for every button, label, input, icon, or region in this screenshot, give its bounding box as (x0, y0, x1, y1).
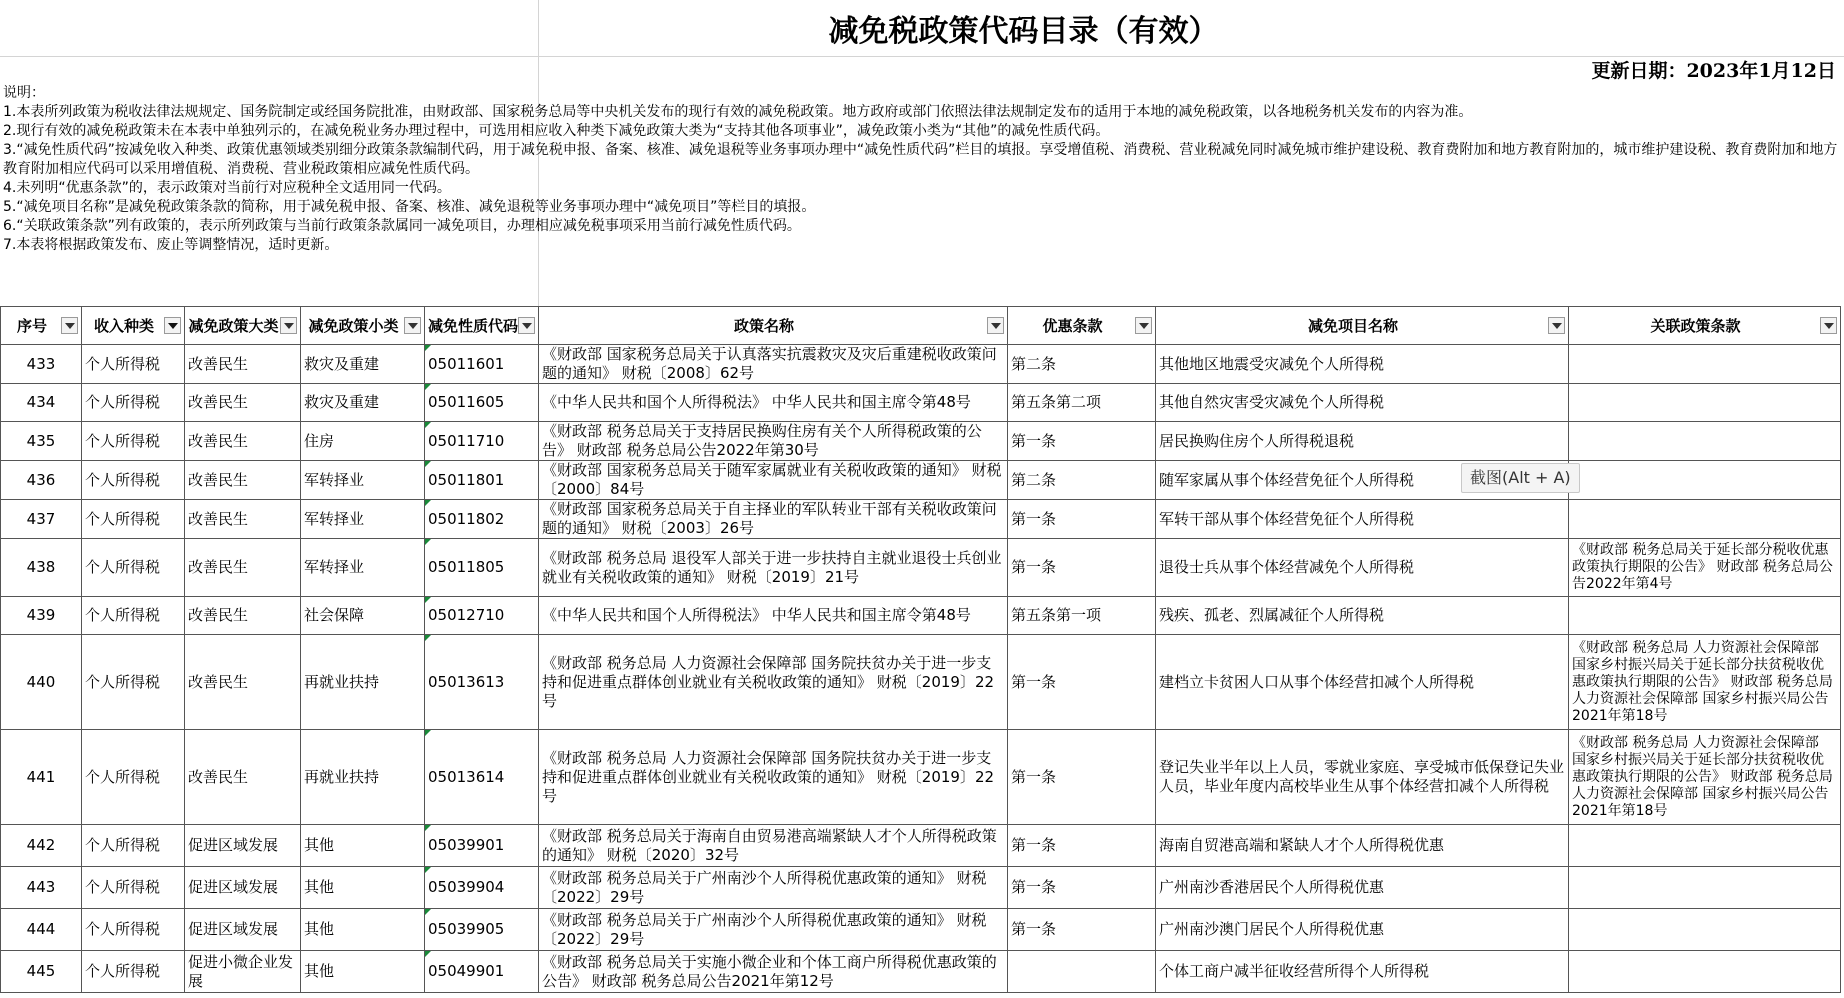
col-header-policy: 政策名称 (539, 307, 1008, 345)
cell-no[interactable]: 442 (1, 825, 82, 867)
cell-related[interactable] (1569, 422, 1841, 461)
cell-related[interactable] (1569, 500, 1841, 539)
cell-related[interactable]: 《财政部 税务总局 人力资源社会保障部 国家乡村振兴局关于延长部分扶贫税收优惠政策执行期限的公告》 财政部 税务总局 人力资源社会保障部 国家乡村振兴局公告2021年第18号 (1569, 635, 1841, 730)
cell-clause[interactable]: 第一条 (1008, 635, 1156, 730)
notes-line: 3.“减免性质代码”按减免收入种类、政策优惠领域类别细分政策条款编制代码，用于减免税申报、备案、核准、减免退税等业务事项办理中“减免性质代码”栏目的填报。享受增值税、消费税、营业税减免同时减免城市维护建设税、教育费附加和地方教育附加的，城市维护建设税、教育费附加和地方教育附加相应代码可以采用增值税、消费税、营业税政策相应减免性质代码。 (3, 142, 1838, 177)
cell-item[interactable]: 其他自然灾害受灾减免个人所得税 (1156, 384, 1569, 422)
cell-clause[interactable]: 第五条第一项 (1008, 597, 1156, 635)
cell-major[interactable]: 改善民生 (185, 635, 301, 730)
cell-minor[interactable]: 再就业扶持 (301, 635, 425, 730)
cell-policy[interactable]: 《财政部 国家税务总局关于认真落实抗震救灾及灾后重建税收政策问题的通知》 财税〔2008〕62号 (539, 345, 1008, 384)
cell-code[interactable]: 05039904 (425, 867, 539, 909)
cell-item[interactable]: 其他地区地震受灾减免个人所得税 (1156, 345, 1569, 384)
cell-related[interactable] (1569, 867, 1841, 909)
filter-active-icon[interactable] (164, 317, 181, 334)
cell-major[interactable]: 促进区域发展 (185, 825, 301, 867)
cell-major[interactable]: 改善民生 (185, 597, 301, 635)
cell-item[interactable]: 广州南沙香港居民个人所得税优惠 (1156, 867, 1569, 909)
cell-policy[interactable]: 《财政部 税务总局 人力资源社会保障部 国务院扶贫办关于进一步支持和促进重点群体创业就业有关税收政策的通知》 财税〔2019〕22号 (539, 730, 1008, 825)
notes-line: 1.本表所列政策为税收法律法规规定、国务院制定或经国务院批准，由财政部、国家税务总局等中央机关发布的现行有效的减免税政策。地方政府或部门依照法律法规制定发布的适用于本地的减免税政策，以各地税务机关发布的内容为准。 (3, 104, 1473, 120)
cell-code[interactable]: 05013614 (425, 730, 539, 825)
cell-item[interactable]: 个体工商户减半征收经营所得个人所得税 (1156, 951, 1569, 993)
cell-policy[interactable]: 《中华人民共和国个人所得税法》 中华人民共和国主席令第48号 (539, 597, 1008, 635)
cell-code[interactable]: 05049901 (425, 951, 539, 993)
screenshot-tooltip: 截图(Alt + A) (1461, 463, 1580, 493)
col-header-no: 序号 (1, 307, 82, 345)
cell-major[interactable]: 改善民生 (185, 500, 301, 539)
cell-clause[interactable]: 第五条第二项 (1008, 384, 1156, 422)
cell-item[interactable]: 广州南沙澳门居民个人所得税优惠 (1156, 909, 1569, 951)
cell-no[interactable]: 437 (1, 500, 82, 539)
cell-minor[interactable]: 其他 (301, 825, 425, 867)
cell-item[interactable]: 退役士兵从事个体经营减免个人所得税 (1156, 539, 1569, 597)
cell-item[interactable]: 随军家属从事个体经营免征个人所得税 (1156, 461, 1569, 500)
cell-related[interactable] (1569, 345, 1841, 384)
cell-code[interactable]: 05039905 (425, 909, 539, 951)
cell-type[interactable]: 个人所得税 (82, 539, 185, 597)
col-header-item: 减免项目名称 (1156, 307, 1569, 345)
cell-no[interactable]: 434 (1, 384, 82, 422)
cell-type[interactable]: 个人所得税 (82, 461, 185, 500)
cell-related[interactable] (1569, 909, 1841, 951)
cell-no[interactable]: 439 (1, 597, 82, 635)
cell-no[interactable]: 436 (1, 461, 82, 500)
table-row (1, 909, 1841, 951)
table-row (1, 867, 1841, 909)
col-header-clause: 优惠条款 (1008, 307, 1156, 345)
table-row (1, 825, 1841, 867)
cell-no[interactable]: 433 (1, 345, 82, 384)
table-row (1, 951, 1841, 993)
cell-type[interactable]: 个人所得税 (82, 867, 185, 909)
cell-policy[interactable]: 《财政部 税务总局关于实施小微企业和个体工商户所得税优惠政策的公告》 财政部 税务总局公告2021年第12号 (539, 951, 1008, 993)
notes-line: 7.本表将根据政策发布、废止等调整情况，适时更新。 (3, 237, 339, 253)
cell-code[interactable]: 05011801 (425, 461, 539, 500)
cell-type[interactable]: 个人所得税 (82, 730, 185, 825)
cell-minor[interactable]: 住房 (301, 422, 425, 461)
table-row (1, 422, 1841, 461)
cell-code[interactable]: 05039901 (425, 825, 539, 867)
col-header-major: 减免政策大类 (185, 307, 301, 345)
cell-minor[interactable]: 再就业扶持 (301, 730, 425, 825)
cell-clause[interactable] (1008, 951, 1156, 993)
filter-dropdown-icon[interactable] (404, 317, 421, 334)
cell-type[interactable]: 个人所得税 (82, 597, 185, 635)
cell-major[interactable]: 改善民生 (185, 730, 301, 825)
cell-policy[interactable]: 《财政部 国家税务总局关于自主择业的军队转业干部有关税收政策问题的通知》 财税〔2003〕26号 (539, 500, 1008, 539)
cell-no[interactable]: 443 (1, 867, 82, 909)
cell-no[interactable]: 441 (1, 730, 82, 825)
cell-policy[interactable]: 《财政部 税务总局 人力资源社会保障部 国务院扶贫办关于进一步支持和促进重点群体创业就业有关税收政策的通知》 财税〔2019〕22号 (539, 635, 1008, 730)
cell-major[interactable]: 促进小微企业发展 (185, 951, 301, 993)
filter-dropdown-icon[interactable] (987, 317, 1004, 334)
cell-code[interactable]: 05011805 (425, 539, 539, 597)
cell-major[interactable]: 促进区域发展 (185, 909, 301, 951)
cell-clause[interactable]: 第一条 (1008, 539, 1156, 597)
cell-policy[interactable]: 《财政部 国家税务总局关于随军家属就业有关税收政策的通知》 财税〔2000〕84号 (539, 461, 1008, 500)
cell-code[interactable]: 05012710 (425, 597, 539, 635)
filter-dropdown-icon[interactable] (518, 317, 535, 334)
cell-major[interactable]: 促进区域发展 (185, 867, 301, 909)
cell-minor[interactable]: 其他 (301, 951, 425, 993)
col-header-related: 关联政策条款 (1569, 307, 1841, 345)
cell-policy[interactable]: 《财政部 税务总局关于广州南沙个人所得税优惠政策的通知》 财税〔2022〕29号 (539, 909, 1008, 951)
cell-type[interactable]: 个人所得税 (82, 825, 185, 867)
cell-clause[interactable]: 第二条 (1008, 345, 1156, 384)
cell-code[interactable]: 05011802 (425, 500, 539, 539)
table-row (1, 730, 1841, 825)
table-body (1, 345, 1841, 993)
cell-clause[interactable]: 第一条 (1008, 909, 1156, 951)
cell-minor[interactable]: 社会保障 (301, 597, 425, 635)
cell-minor[interactable]: 救灾及重建 (301, 345, 425, 384)
cell-type[interactable]: 个人所得税 (82, 384, 185, 422)
cell-item[interactable]: 残疾、孤老、烈属减征个人所得税 (1156, 597, 1569, 635)
cell-related[interactable] (1569, 384, 1841, 422)
col-header-code: 减免性质代码 (425, 307, 539, 345)
row-divider (0, 56, 1844, 57)
notes-line: 6.“关联政策条款”列有政策的，表示所列政策与当前行政策条款属同一减免项目，办理相应减免税事项采用当前行减免性质代码。 (3, 218, 801, 234)
cell-clause[interactable]: 第一条 (1008, 730, 1156, 825)
cell-code[interactable]: 05011605 (425, 384, 539, 422)
cell-item[interactable]: 建档立卡贫困人口从事个体经营扣减个人所得税 (1156, 635, 1569, 730)
cell-policy[interactable]: 《中华人民共和国个人所得税法》 中华人民共和国主席令第48号 (539, 384, 1008, 422)
cell-minor[interactable]: 其他 (301, 909, 425, 951)
update-date: 更新日期：2023年1月12日 (1591, 60, 1836, 82)
filter-dropdown-icon[interactable] (61, 317, 78, 334)
cell-type[interactable]: 个人所得税 (82, 500, 185, 539)
cell-policy[interactable]: 《财政部 税务总局关于海南自由贸易港高端紧缺人才个人所得税政策的通知》 财税〔2020〕32号 (539, 825, 1008, 867)
cell-clause[interactable]: 第一条 (1008, 825, 1156, 867)
notes-line: 4.未列明“优惠条款”的，表示政策对当前行对应税种全文适用同一代码。 (3, 180, 451, 196)
cell-clause[interactable]: 第一条 (1008, 867, 1156, 909)
cell-item[interactable]: 居民换购住房个人所得税退税 (1156, 422, 1569, 461)
filter-dropdown-icon[interactable] (1548, 317, 1565, 334)
table-row (1, 345, 1841, 384)
cell-no[interactable]: 438 (1, 539, 82, 597)
cell-no[interactable]: 435 (1, 422, 82, 461)
cell-no[interactable]: 445 (1, 951, 82, 993)
cell-minor[interactable]: 其他 (301, 867, 425, 909)
cell-no[interactable]: 440 (1, 635, 82, 730)
table-row (1, 539, 1841, 597)
cell-major[interactable]: 改善民生 (185, 539, 301, 597)
policy-table (0, 306, 1841, 993)
cell-no[interactable]: 444 (1, 909, 82, 951)
notes-line: 说明： (3, 85, 45, 101)
cell-type[interactable]: 个人所得税 (82, 635, 185, 730)
cell-related[interactable] (1569, 825, 1841, 867)
cell-major[interactable]: 改善民生 (185, 345, 301, 384)
filter-dropdown-icon[interactable] (1135, 317, 1152, 334)
cell-policy[interactable]: 《财政部 税务总局 退役军人部关于进一步扶持自主就业退役士兵创业就业有关税收政策的通知》 财税〔2019〕21号 (539, 539, 1008, 597)
header-row (1, 307, 1841, 345)
cell-code[interactable]: 05013613 (425, 635, 539, 730)
cell-related[interactable]: 《财政部 税务总局关于延长部分税收优惠政策执行期限的公告》 财政部 税务总局公告2022年第4号 (1569, 539, 1841, 597)
cell-type[interactable]: 个人所得税 (82, 422, 185, 461)
cell-related[interactable]: 《财政部 税务总局 人力资源社会保障部 国家乡村振兴局关于延长部分扶贫税收优惠政策执行期限的公告》 财政部 税务总局 人力资源社会保障部 国家乡村振兴局公告2021年第18号 (1569, 730, 1841, 825)
cell-major[interactable]: 改善民生 (185, 461, 301, 500)
cell-minor[interactable]: 军转择业 (301, 461, 425, 500)
cell-clause[interactable]: 第二条 (1008, 461, 1156, 500)
cell-policy[interactable]: 《财政部 税务总局关于广州南沙个人所得税优惠政策的通知》 财税〔2022〕29号 (539, 867, 1008, 909)
cell-major[interactable]: 改善民生 (185, 422, 301, 461)
table-row (1, 384, 1841, 422)
cell-minor[interactable]: 军转择业 (301, 500, 425, 539)
cell-clause[interactable]: 第一条 (1008, 422, 1156, 461)
sheet-title: 减免税政策代码目录（有效） (538, 0, 1844, 56)
notes-line: 2.现行有效的减免税政策未在本表中单独列示的，在减免税业务办理过程中，可选用相应收入种类下减免政策大类为“支持其他各项事业”，减免政策小类为“其他”的减免性质代码。 (3, 123, 1110, 139)
notes-line: 5.“减免项目名称”是减免税政策条款的简称，用于减免税申报、备案、核准、减免退税等业务事项办理中“减免项目”等栏目的填报。 (3, 199, 816, 215)
cell-item[interactable]: 登记失业半年以上人员，零就业家庭、享受城市低保登记失业人员，毕业年度内高校毕业生从事个体经营扣减个人所得税 (1156, 730, 1569, 825)
cell-policy[interactable]: 《财政部 税务总局关于支持居民换购住房有关个人所得税政策的公告》 财政部 税务总局公告2022年第30号 (539, 422, 1008, 461)
col-header-type: 收入种类 (82, 307, 185, 345)
cell-major[interactable]: 改善民生 (185, 384, 301, 422)
col-header-minor: 减免政策小类 (301, 307, 425, 345)
cell-clause[interactable]: 第一条 (1008, 500, 1156, 539)
cell-related[interactable] (1569, 597, 1841, 635)
cell-type[interactable]: 个人所得税 (82, 909, 185, 951)
table-row (1, 597, 1841, 635)
filter-dropdown-icon[interactable] (1820, 317, 1837, 334)
cell-related[interactable] (1569, 461, 1841, 500)
cell-related[interactable] (1569, 951, 1841, 993)
cell-minor[interactable]: 救灾及重建 (301, 384, 425, 422)
cell-type[interactable]: 个人所得税 (82, 951, 185, 993)
cell-code[interactable]: 05011601 (425, 345, 539, 384)
filter-dropdown-icon[interactable] (280, 317, 297, 334)
cell-type[interactable]: 个人所得税 (82, 345, 185, 384)
cell-minor[interactable]: 军转择业 (301, 539, 425, 597)
cell-item[interactable]: 军转干部从事个体经营免征个人所得税 (1156, 500, 1569, 539)
cell-code[interactable]: 05011710 (425, 422, 539, 461)
table-row (1, 500, 1841, 539)
cell-item[interactable]: 海南自贸港高端和紧缺人才个人所得税优惠 (1156, 825, 1569, 867)
notes-block (3, 84, 1839, 255)
table-row (1, 635, 1841, 730)
